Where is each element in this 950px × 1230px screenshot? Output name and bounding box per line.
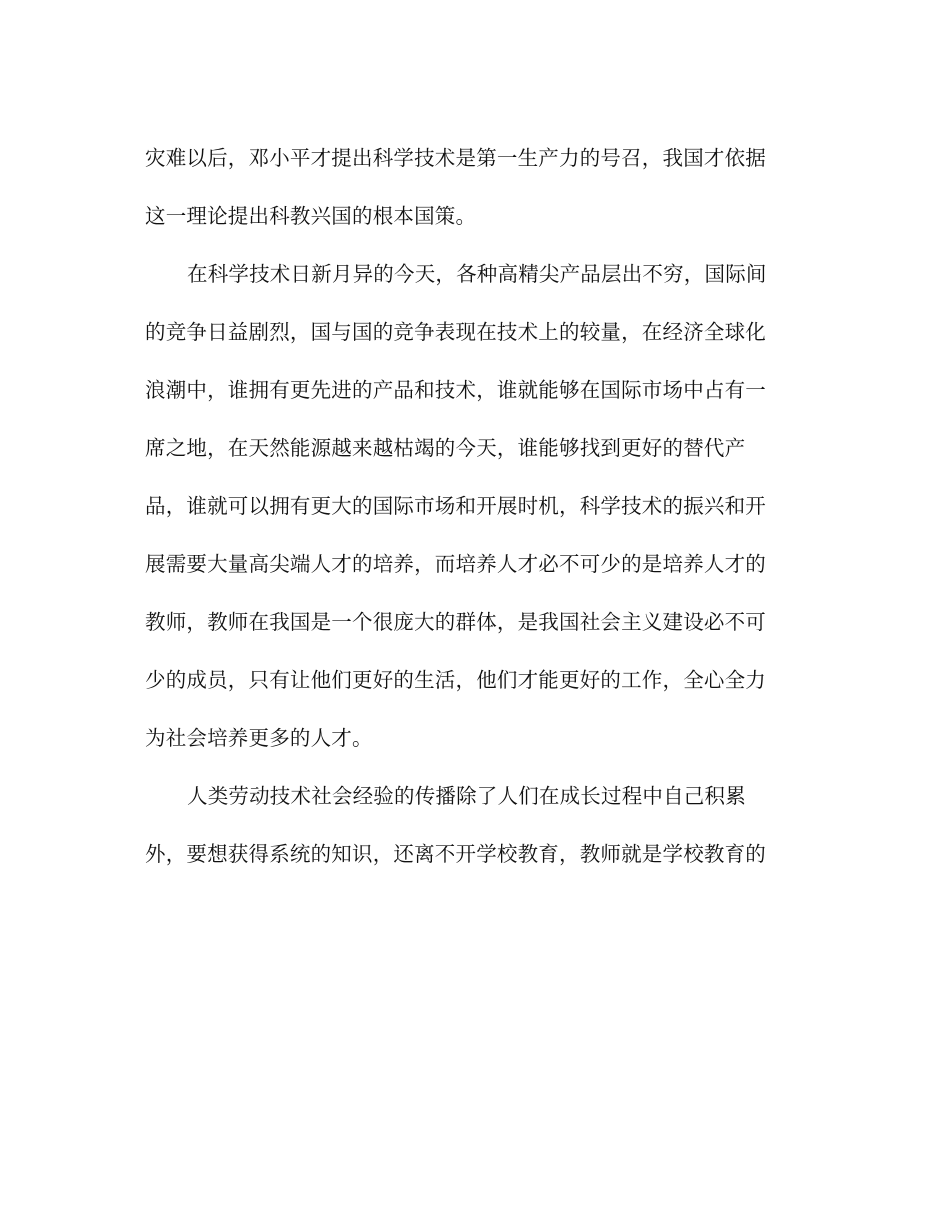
text-line: 为社会培养更多的人才。 [145,726,373,750]
text-line: 灾难以后，邓小平才提出科学技术是第一生产力的号召，我国才依据 [145,146,766,170]
text-line: 这一理论提出科教兴国的根本国策。 [145,204,477,228]
text-line: 展需要大量高尖端人才的培养，而培养人才必不可少的是培养人才的 [145,552,766,576]
text-line: 教师，教师在我国是一个很庞大的群体，是我国社会主义建设必不可 [145,610,766,634]
paragraph-first-line: 人类劳动技术社会经验的传播除了人们在成长过程中自己积累 [187,784,746,808]
text-line: 品，谁就可以拥有更大的国际市场和开展时机，科学技术的振兴和开 [145,494,766,518]
text-line: 的竞争日益剧烈，国与国的竞争表现在技术上的较量，在经济全球化 [145,320,766,344]
paragraph-first-line: 在科学技术日新月异的今天，各种高精尖产品层出不穷，国际间 [187,262,767,286]
text-line: 少的成员，只有让他们更好的生活，他们才能更好的工作，全心全力 [145,668,766,692]
document-body [145,133,805,887]
text-line: 浪潮中，谁拥有更先进的产品和技术，谁就能够在国际市场中占有一 [145,378,766,402]
text-line: 外，要想获得系统的知识，还离不开学校教育，教师就是学校教育的 [145,842,766,866]
text-line: 席之地，在天然能源越来越枯竭的今天，谁能够找到更好的替代产 [145,436,746,460]
